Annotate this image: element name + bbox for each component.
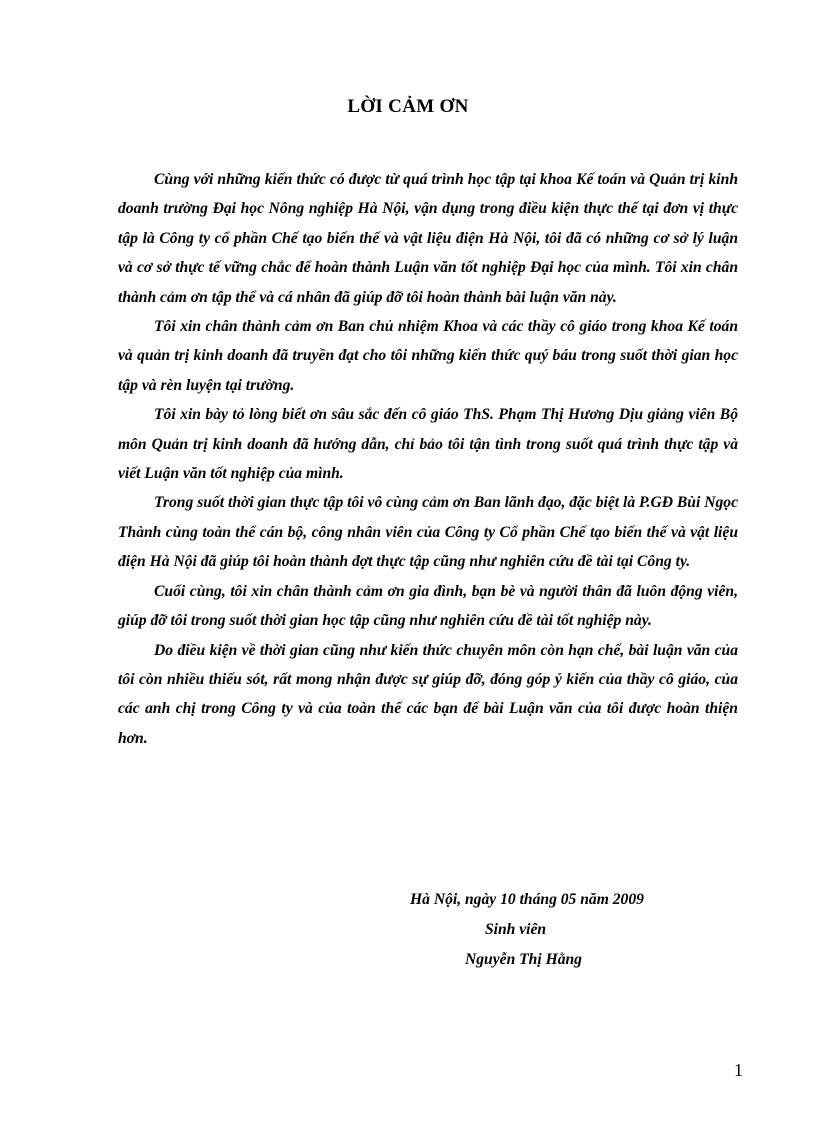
paragraph: Tôi xin bày tỏ lòng biết ơn sâu sắc đến cô giáo ThS. Phạm Thị Hương Dịu giảng viên Bộ môn Quản trị kinh doanh đã hướng dẫn, chỉ bảo tôi tận tình trong suốt quá trình thực tập và viết Luận văn tốt nghiệp của mình. (118, 406, 738, 483)
signature-name: Nguyễn Thị Hằng (465, 951, 582, 968)
signature-date: Hà Nội, ngày 10 tháng 05 năm 2009 (410, 891, 644, 908)
acknowledgement-body (118, 165, 738, 753)
paragraph: Do điều kiện về thời gian cũng như kiến thức chuyên môn còn hạn chế, bài luận văn của tôi còn nhiều thiếu sót, rất mong nhận được sự giúp đỡ, đóng góp ý kiến của thầy cô giáo, của các anh chị trong Công ty và của toàn thể các bạn để bài Luận văn của tôi được hoàn thiện hơn. (118, 641, 738, 747)
page-title: LỜI CẢM ƠN (347, 96, 469, 117)
page-number: 1 (734, 1060, 743, 1080)
paragraph: Trong suốt thời gian thực tập tôi vô cùng cảm ơn Ban lãnh đạo, đặc biệt là P.GĐ Bùi Ngọc Thành cùng toàn thể cán bộ, công nhân viên của Công ty Cổ phần Chế tạo biến thế và vật liệu điện Hà Nội đã giúp tôi hoàn thành đợt thực tập cũng như nghiên cứu đề tài tại Công ty. (118, 494, 738, 571)
paragraph: Cùng với những kiến thức có được từ quá trình học tập tại khoa Kế toán và Quản trị kinh doanh trường Đại học Nông nghiệp Hà Nội, vận dụng trong điều kiện thực thế tại đơn vị thực tập là Công ty cổ phần Chế tạo biến thế và vật liệu điện Hà Nội, tôi đã có những cơ sở lý luận và cơ sở thực tế vững chắc để hoàn thành Luận văn tốt nghiệp Đại học của mình. Tôi xin chân thành cảm ơn tập thể và cá nhân đã giúp đỡ tôi hoàn thành bài luận văn này. (118, 171, 738, 306)
paragraph: Cuối cùng, tôi xin chân thành cảm ơn gia đình, bạn bè và người thân đã luôn động viên, giúp đỡ tôi trong suốt thời gian học tập cũng như nghiên cứu đề tài tốt nghiệp này. (118, 582, 738, 630)
signature-role: Sinh viên (485, 921, 547, 938)
paragraph: Tôi xin chân thành cảm ơn Ban chủ nhiệm Khoa và các thầy cô giáo trong khoa Kế toán và quản trị kinh doanh đã truyền đạt cho tôi những kiến thức quý báu trong suốt thời gian học tập và rèn luyện tại trường. (118, 318, 738, 394)
signature-block (410, 885, 644, 975)
